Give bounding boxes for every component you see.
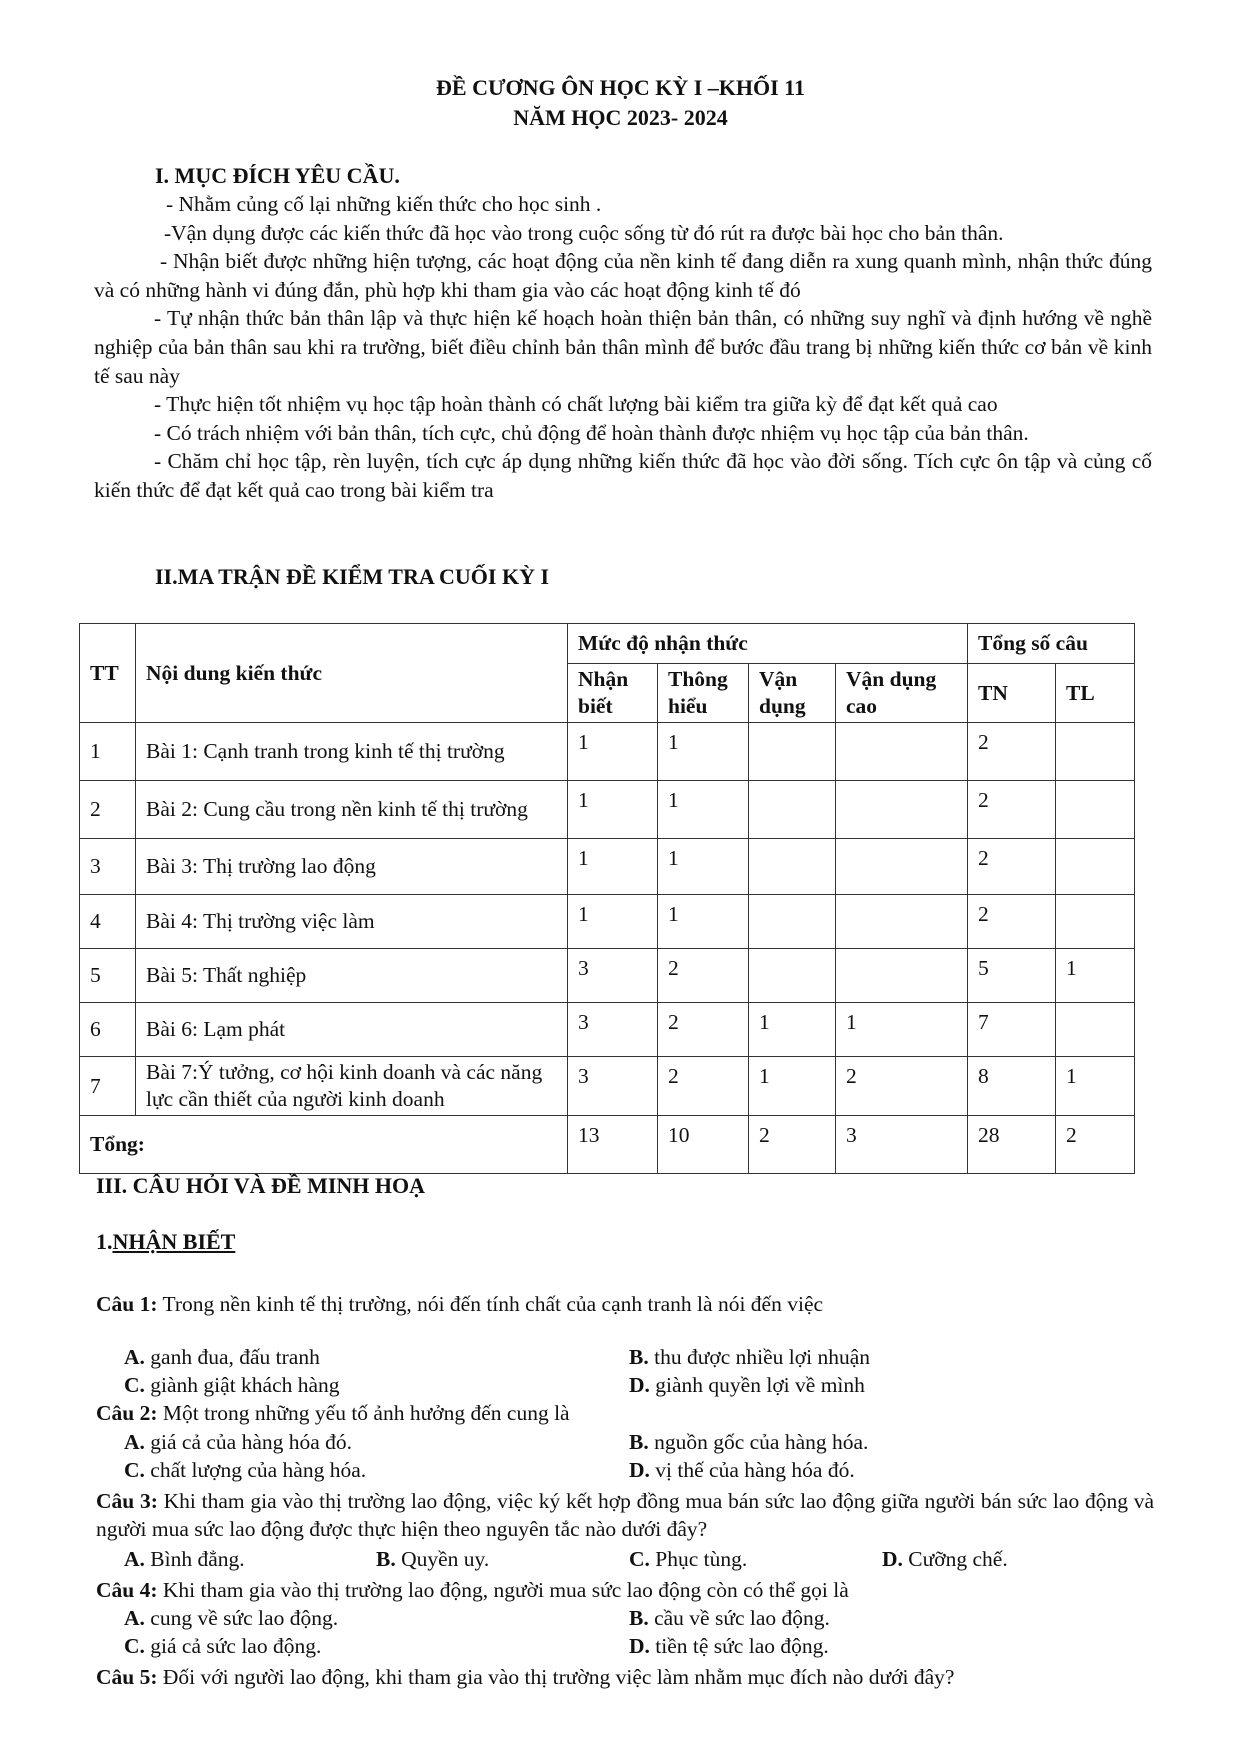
q1-option-b: B. thu được nhiều lợi nhuận: [629, 1345, 871, 1369]
q3-option-b: B. Quyền uy.: [376, 1547, 490, 1571]
row-cell-tn: 2: [968, 895, 1056, 949]
total-th: 10: [658, 1116, 749, 1174]
row-cell-tl: [1056, 1003, 1135, 1057]
header-content: Nội dung kiến thức: [136, 624, 568, 723]
row-cell-vdc: [836, 781, 968, 839]
row-cell-vd: [749, 895, 836, 949]
row-cell-th: 1: [658, 839, 749, 895]
row-cell-th: 2: [658, 1057, 749, 1116]
table-total-row: [80, 1116, 1135, 1174]
row-cell-tl: [1056, 723, 1135, 781]
header-tn: TN: [968, 664, 1056, 723]
total-vdc: 3: [836, 1116, 968, 1174]
q2-option-d: D. vị thế của hàng hóa đó.: [629, 1458, 855, 1482]
question-5: Câu 5: Đối với người lao động, khi tham gia vào thị trường việc làm nhằm mục đích nào dưới đây?: [96, 1665, 955, 1689]
total-label: Tổng:: [80, 1116, 568, 1174]
row-cell-vdc: 1: [836, 1003, 968, 1057]
row-cell-vdc: [836, 949, 968, 1003]
row-cell-vd: [749, 723, 836, 781]
row-cell-th: 2: [658, 949, 749, 1003]
row-content: Bài 2: Cung cầu trong nền kinh tế thị trường: [136, 781, 568, 839]
table-row: [80, 781, 1135, 839]
q3-option-c: C. Phục tùng.: [629, 1547, 748, 1571]
row-cell-th: 2: [658, 1003, 749, 1057]
row-content: Bài 1: Cạnh tranh trong kinh tế thị trường: [136, 723, 568, 781]
objective-item: - Thực hiện tốt nhiệm vụ học tập hoàn thành có chất lượng bài kiểm tra giữa kỳ để đạt kết quả cao: [154, 392, 998, 417]
subsection-heading: 1.NHẬN BIẾT: [96, 1229, 236, 1254]
row-content: Bài 7:Ý tưởng, cơ hội kinh doanh và các năng lực cần thiết của người kinh doanh: [136, 1057, 568, 1116]
objective-item: -Vận dụng được các kiến thức đã học vào trong cuộc sống từ đó rút ra được bài học cho bản thân.: [164, 220, 1004, 245]
row-number: 7: [80, 1057, 136, 1116]
total-vd: 2: [749, 1116, 836, 1174]
row-cell-vd: [749, 781, 836, 839]
q4-option-d: D. tiền tệ sức lao động.: [629, 1634, 829, 1658]
row-number: 1: [80, 723, 136, 781]
objective-item: - Tự nhận thức bản thân lập và thực hiện kế hoạch hoàn thiện bản thân, có những suy nghĩ và định hướng về nghề nghiệp của bản thân sau khi ra trường, biết điều chỉnh bản thân mình để bước đầu trang bị những kiến thức cơ bản về kinh tế sau này: [94, 306, 1152, 388]
objective-item: - Chăm chỉ học tập, rèn luyện, tích cực áp dụng những kiến thức đã học vào đời sống. Tích cực ôn tập và củng cố kiến thức để đạt kết quả cao trong bài kiểm tra: [94, 449, 1152, 502]
row-number: 2: [80, 781, 136, 839]
row-cell-nb: 3: [568, 949, 658, 1003]
q2-option-c: C. chất lượng của hàng hóa.: [124, 1458, 367, 1482]
section-3-heading: III. CÂU HỎI VÀ ĐỀ MINH HOẠ: [96, 1173, 426, 1198]
row-cell-tl: 1: [1056, 949, 1135, 1003]
question-2: Câu 2: Một trong những yếu tố ảnh hưởng đến cung là: [96, 1401, 570, 1425]
row-content: Bài 5: Thất nghiệp: [136, 949, 568, 1003]
header-nhan-biet: Nhận biết: [568, 664, 658, 723]
total-nb: 13: [568, 1116, 658, 1174]
row-content: Bài 4: Thị trường việc làm: [136, 895, 568, 949]
row-cell-nb: 3: [568, 1057, 658, 1116]
q4-option-a: A. cung về sức lao động.: [124, 1606, 339, 1630]
row-content: Bài 3: Thị trường lao động: [136, 839, 568, 895]
row-cell-tl: [1056, 895, 1135, 949]
q1-option-c: C. giành giật khách hàng: [124, 1373, 340, 1397]
row-cell-nb: 1: [568, 839, 658, 895]
row-cell-vd: 1: [749, 1057, 836, 1116]
header-total-questions: Tổng số câu: [968, 624, 1135, 664]
row-cell-th: 1: [658, 781, 749, 839]
row-cell-vd: [749, 949, 836, 1003]
q1-option-a: A. ganh đua, đấu tranh: [124, 1345, 320, 1369]
row-number: 3: [80, 839, 136, 895]
row-number: 4: [80, 895, 136, 949]
q4-option-c: C. giá cả sức lao động.: [124, 1634, 322, 1658]
row-cell-vdc: [836, 895, 968, 949]
question-3: Câu 3: Khi tham gia vào thị trường lao động, việc ký kết hợp đồng mua bán sức lao động giữa người bán sức lao động và người mua sức lao động được thực hiện theo nguyên tắc nào dưới đây?: [96, 1489, 1154, 1541]
document-title: ĐỀ CƯƠNG ÔN HỌC KỲ I –KHỐI 11: [436, 75, 805, 100]
row-cell-tl: [1056, 839, 1135, 895]
header-tl: TL: [1056, 664, 1135, 723]
q2-option-a: A. giá cả của hàng hóa đó.: [124, 1430, 353, 1454]
row-cell-vd: [749, 839, 836, 895]
header-cognitive-level: Mức độ nhận thức: [568, 624, 968, 664]
q1-option-d: D. giành quyền lợi về mình: [629, 1373, 865, 1397]
table-row: [80, 1057, 1135, 1116]
objective-item: - Nhằm củng cố lại những kiến thức cho học sinh .: [166, 192, 602, 216]
header-van-dung-cao: Vận dụng cao: [836, 664, 968, 723]
row-cell-nb: 1: [568, 895, 658, 949]
objective-item: - Nhận biết được những hiện tượng, các hoạt động của nền kinh tế đang diễn ra xung quanh mình, nhận thức đúng và có những hành vi đúng đắn, phù hợp khi tham gia vào các hoạt động kinh tế đó: [94, 249, 1152, 302]
row-cell-tn: 8: [968, 1057, 1056, 1116]
section-2-heading: II.MA TRẬN ĐỀ KIỂM TRA CUỐI KỲ I: [155, 564, 550, 589]
header-van-dung: Vận dụng: [749, 664, 836, 723]
row-cell-tn: 2: [968, 781, 1056, 839]
row-cell-tl: [1056, 781, 1135, 839]
q2-option-b: B. nguồn gốc của hàng hóa.: [629, 1430, 869, 1454]
row-cell-vdc: 2: [836, 1057, 968, 1116]
q3-option-a: A. Bình đẳng.: [124, 1547, 245, 1571]
table-row: [80, 723, 1135, 781]
row-cell-vdc: [836, 839, 968, 895]
table-row: [80, 1003, 1135, 1057]
exam-matrix-table: [79, 623, 1135, 1174]
row-cell-tl: 1: [1056, 1057, 1135, 1116]
table-row: [80, 949, 1135, 1003]
objective-item: - Có trách nhiệm với bản thân, tích cực, chủ động để hoàn thành được nhiệm vụ học tập của bản thân.: [154, 420, 1029, 445]
section-1-heading: I. MỤC ĐÍCH YÊU CẦU.: [155, 163, 400, 188]
row-content: Bài 6: Lạm phát: [136, 1003, 568, 1057]
row-cell-tn: 7: [968, 1003, 1056, 1057]
header-thong-hieu: Thông hiểu: [658, 664, 749, 723]
q4-option-b: B. cầu về sức lao động.: [629, 1606, 830, 1630]
row-cell-nb: 1: [568, 723, 658, 781]
total-tl: 2: [1056, 1116, 1135, 1174]
question-4: Câu 4: Khi tham gia vào thị trường lao động, người mua sức lao động còn có thể gọi là: [96, 1578, 849, 1602]
row-cell-nb: 1: [568, 781, 658, 839]
row-number: 6: [80, 1003, 136, 1057]
row-cell-vd: 1: [749, 1003, 836, 1057]
section-1-body: [94, 190, 1152, 505]
row-cell-th: 1: [658, 723, 749, 781]
school-year: NĂM HỌC 2023- 2024: [513, 105, 728, 130]
q3-option-d: D. Cưỡng chế.: [882, 1547, 1008, 1571]
header-tt: TT: [80, 624, 136, 723]
table-row: [80, 895, 1135, 949]
question-1: Câu 1: Trong nền kinh tế thị trường, nói đến tính chất của cạnh tranh là nói đến việc: [96, 1292, 824, 1316]
total-tn: 28: [968, 1116, 1056, 1174]
table-row: [80, 839, 1135, 895]
row-number: 5: [80, 949, 136, 1003]
row-cell-tn: 2: [968, 723, 1056, 781]
row-cell-tn: 5: [968, 949, 1056, 1003]
row-cell-tn: 2: [968, 839, 1056, 895]
table-body: [80, 723, 1135, 1116]
row-cell-th: 1: [658, 895, 749, 949]
row-cell-nb: 3: [568, 1003, 658, 1057]
row-cell-vdc: [836, 723, 968, 781]
